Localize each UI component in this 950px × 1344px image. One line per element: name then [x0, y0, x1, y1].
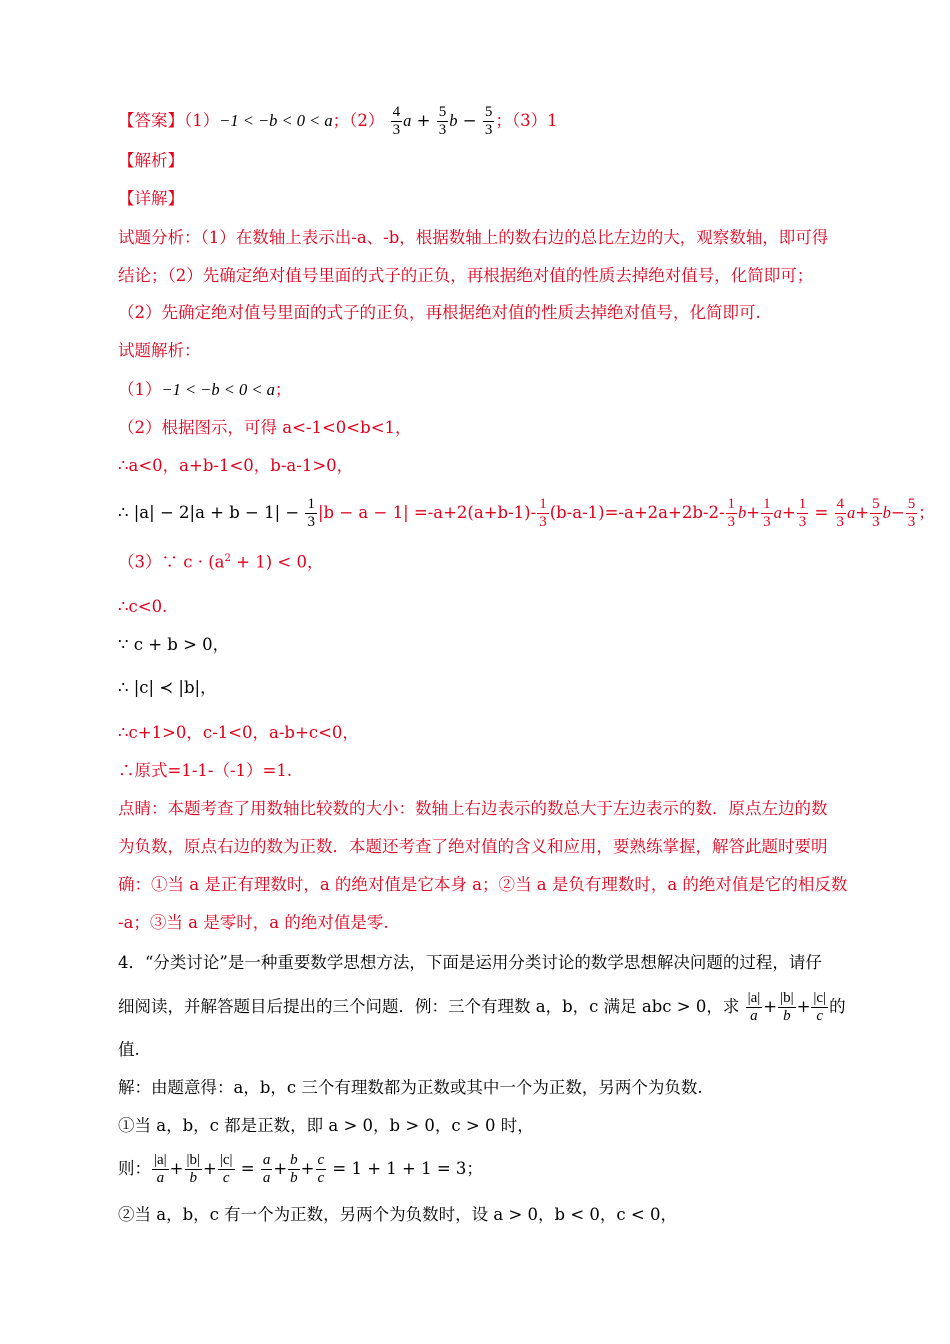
formula-line: ∴ |a| − 2|a + b − 1| − $\frac{1}{3}$ |b − a − 1| =-a+2(a+b-1)- $\frac{1}{3}$ (b-a-1)=-a+2a+2b-2- $\frac{1}{3}$ b+ $\frac{1}{3}$ a+ $\frac{1}{3}$ = $\frac{4}{3}$ a+ $\frac{5}{3}$ b− $\frac{5}{3}$ ；: [118, 496, 935, 530]
solution-line: 解：由题意得：a，b，c 三个有理数都为正数或其中一个为正数，另两个为负数.: [118, 1078, 703, 1097]
fraction: $\frac{a}{a}$: [262, 1152, 271, 1186]
fraction: $\frac{1}{3}$: [798, 496, 807, 530]
fraction: $\frac{c}{c}$: [317, 1152, 325, 1186]
text-line: （3）∵ $c \cdot (a^2 + 1) < 0$，: [118, 552, 324, 572]
text-line: ∴c+1>0，c-1<0，a-b+c<0，: [118, 723, 359, 742]
fraction: $\frac{1}{3}$: [307, 496, 315, 530]
fraction: $\frac{|c|}{c}$: [813, 990, 827, 1024]
question-line: 4．“分类讨论”是一种重要数学思想方法，下面是运用分类讨论的数学思想解决问题的过程，请仔: [118, 953, 822, 972]
fraction: $\frac{4}{3}$: [392, 104, 401, 138]
fraction: $\frac{|b|}{b}$: [780, 990, 794, 1024]
fraction: $\frac{5}{3}$: [907, 496, 916, 530]
answer-part2-label: ；（2）: [332, 111, 385, 130]
text-line: 试题解析：: [118, 341, 201, 360]
text-line: ∴a<0，a+b-1<0，b-a-1>0，: [118, 456, 354, 475]
solution-line: ②当 a，b，c 有一个为正数，另两个为负数时，设 a > 0，b < 0，c < 0，: [118, 1205, 677, 1224]
text-line: ∴c<0.: [118, 597, 168, 616]
note-line: -a；③当 a 是零时，a 的绝对值是零.: [118, 913, 389, 932]
text-line: ∴ |c| ≺ |b|，: [118, 678, 217, 697]
solution-line: ①当 a，b，c 都是正数，即 a > 0，b > 0，c > 0 时，: [118, 1116, 534, 1135]
answer-part1-math: −1 < −b < 0 < a: [219, 111, 333, 130]
fraction: $\frac{b}{b}$: [290, 1152, 298, 1186]
analysis-label: 【解析】: [118, 151, 184, 170]
question-line: 值.: [118, 1040, 140, 1059]
question-line: 细阅读，并解答题目后提出的三个问题．例：三个有理数 a，b，c 满足 abc > 0，求 $\frac{|a|}{a}$ + $\frac{|b|}{b}$ + $\frac{|c|}{c}$ 的: [118, 990, 846, 1024]
answer-part1-label: （1）: [184, 111, 220, 130]
answer-label: 【答案】: [118, 111, 184, 130]
answer-line: 【答案】（1）−1 < −b < 0 < a；（2） $\frac{4}{3}$ a + $\frac{5}{3}$ b − $\frac{5}{3}$ ；（3）1: [118, 104, 558, 138]
fraction: $\frac{1}{3}$: [763, 496, 771, 530]
fraction: $\frac{|a|}{a}$: [747, 990, 761, 1024]
text-line: （1）−1 < −b < 0 < a；: [118, 380, 292, 399]
text-line: 试题分析：（1）在数轴上表示出-a、-b，根据数轴上的数右边的总比左边的大，观察数轴，即可得: [118, 228, 829, 247]
note-line: 确：①当 a 是正有理数时，a 的绝对值是它本身 a；②当 a 是负有理数时，a 的绝对值是它的相反数: [118, 875, 848, 894]
note-line: 点睛：本题考查了用数轴比较数的大小：数轴上右边表示的数总大于左边表示的数．原点左边的数: [118, 799, 828, 818]
fraction: $\frac{1}{3}$: [727, 496, 736, 530]
fraction: $\frac{|a|}{a}$: [154, 1152, 167, 1186]
fraction: $\frac{5}{3}$: [438, 104, 447, 138]
solution-line: 则： $\frac{|a|}{a}$ + $\frac{|b|}{b}$ + $\frac{|c|}{c}$ = $\frac{a}{a}$ + $\frac{b}{b}$ + $\frac{c}{c}$ = 1 + 1 + 1 = 3；: [118, 1152, 483, 1186]
fraction: $\frac{4}{3}$: [836, 496, 845, 530]
text-line: （2）根据图示，可得 a<-1<0<b<1，: [118, 418, 412, 437]
fraction: $\frac{|c|}{c}$: [219, 1152, 233, 1186]
note-line: 为负数，原点右边的数为正数．本题还考查了绝对值的含义和应用，要熟练掌握，解答此题时要明: [118, 837, 828, 856]
detail-label: 【详解】: [118, 189, 184, 208]
fraction: $\frac{5}{3}$: [872, 496, 880, 530]
fraction: $\frac{5}{3}$: [484, 104, 493, 138]
text-line: 结论；（2）先确定绝对值号里面的式子的正负，再根据绝对值的性质去掉绝对值号，化简即可；: [118, 266, 814, 285]
text-line: ∴原式=1-1-（-1）=1.: [118, 761, 293, 780]
fraction: $\frac{|b|}{b}$: [186, 1152, 201, 1186]
fraction: $\frac{1}{3}$: [539, 496, 547, 530]
text-line: ∵ c + b > 0，: [118, 635, 230, 654]
text-line: （2）先确定绝对值号里面的式子的正负，再根据绝对值的性质去掉绝对值号，化简即可.: [118, 303, 761, 322]
answer-part3: ；（3）1: [495, 111, 558, 130]
